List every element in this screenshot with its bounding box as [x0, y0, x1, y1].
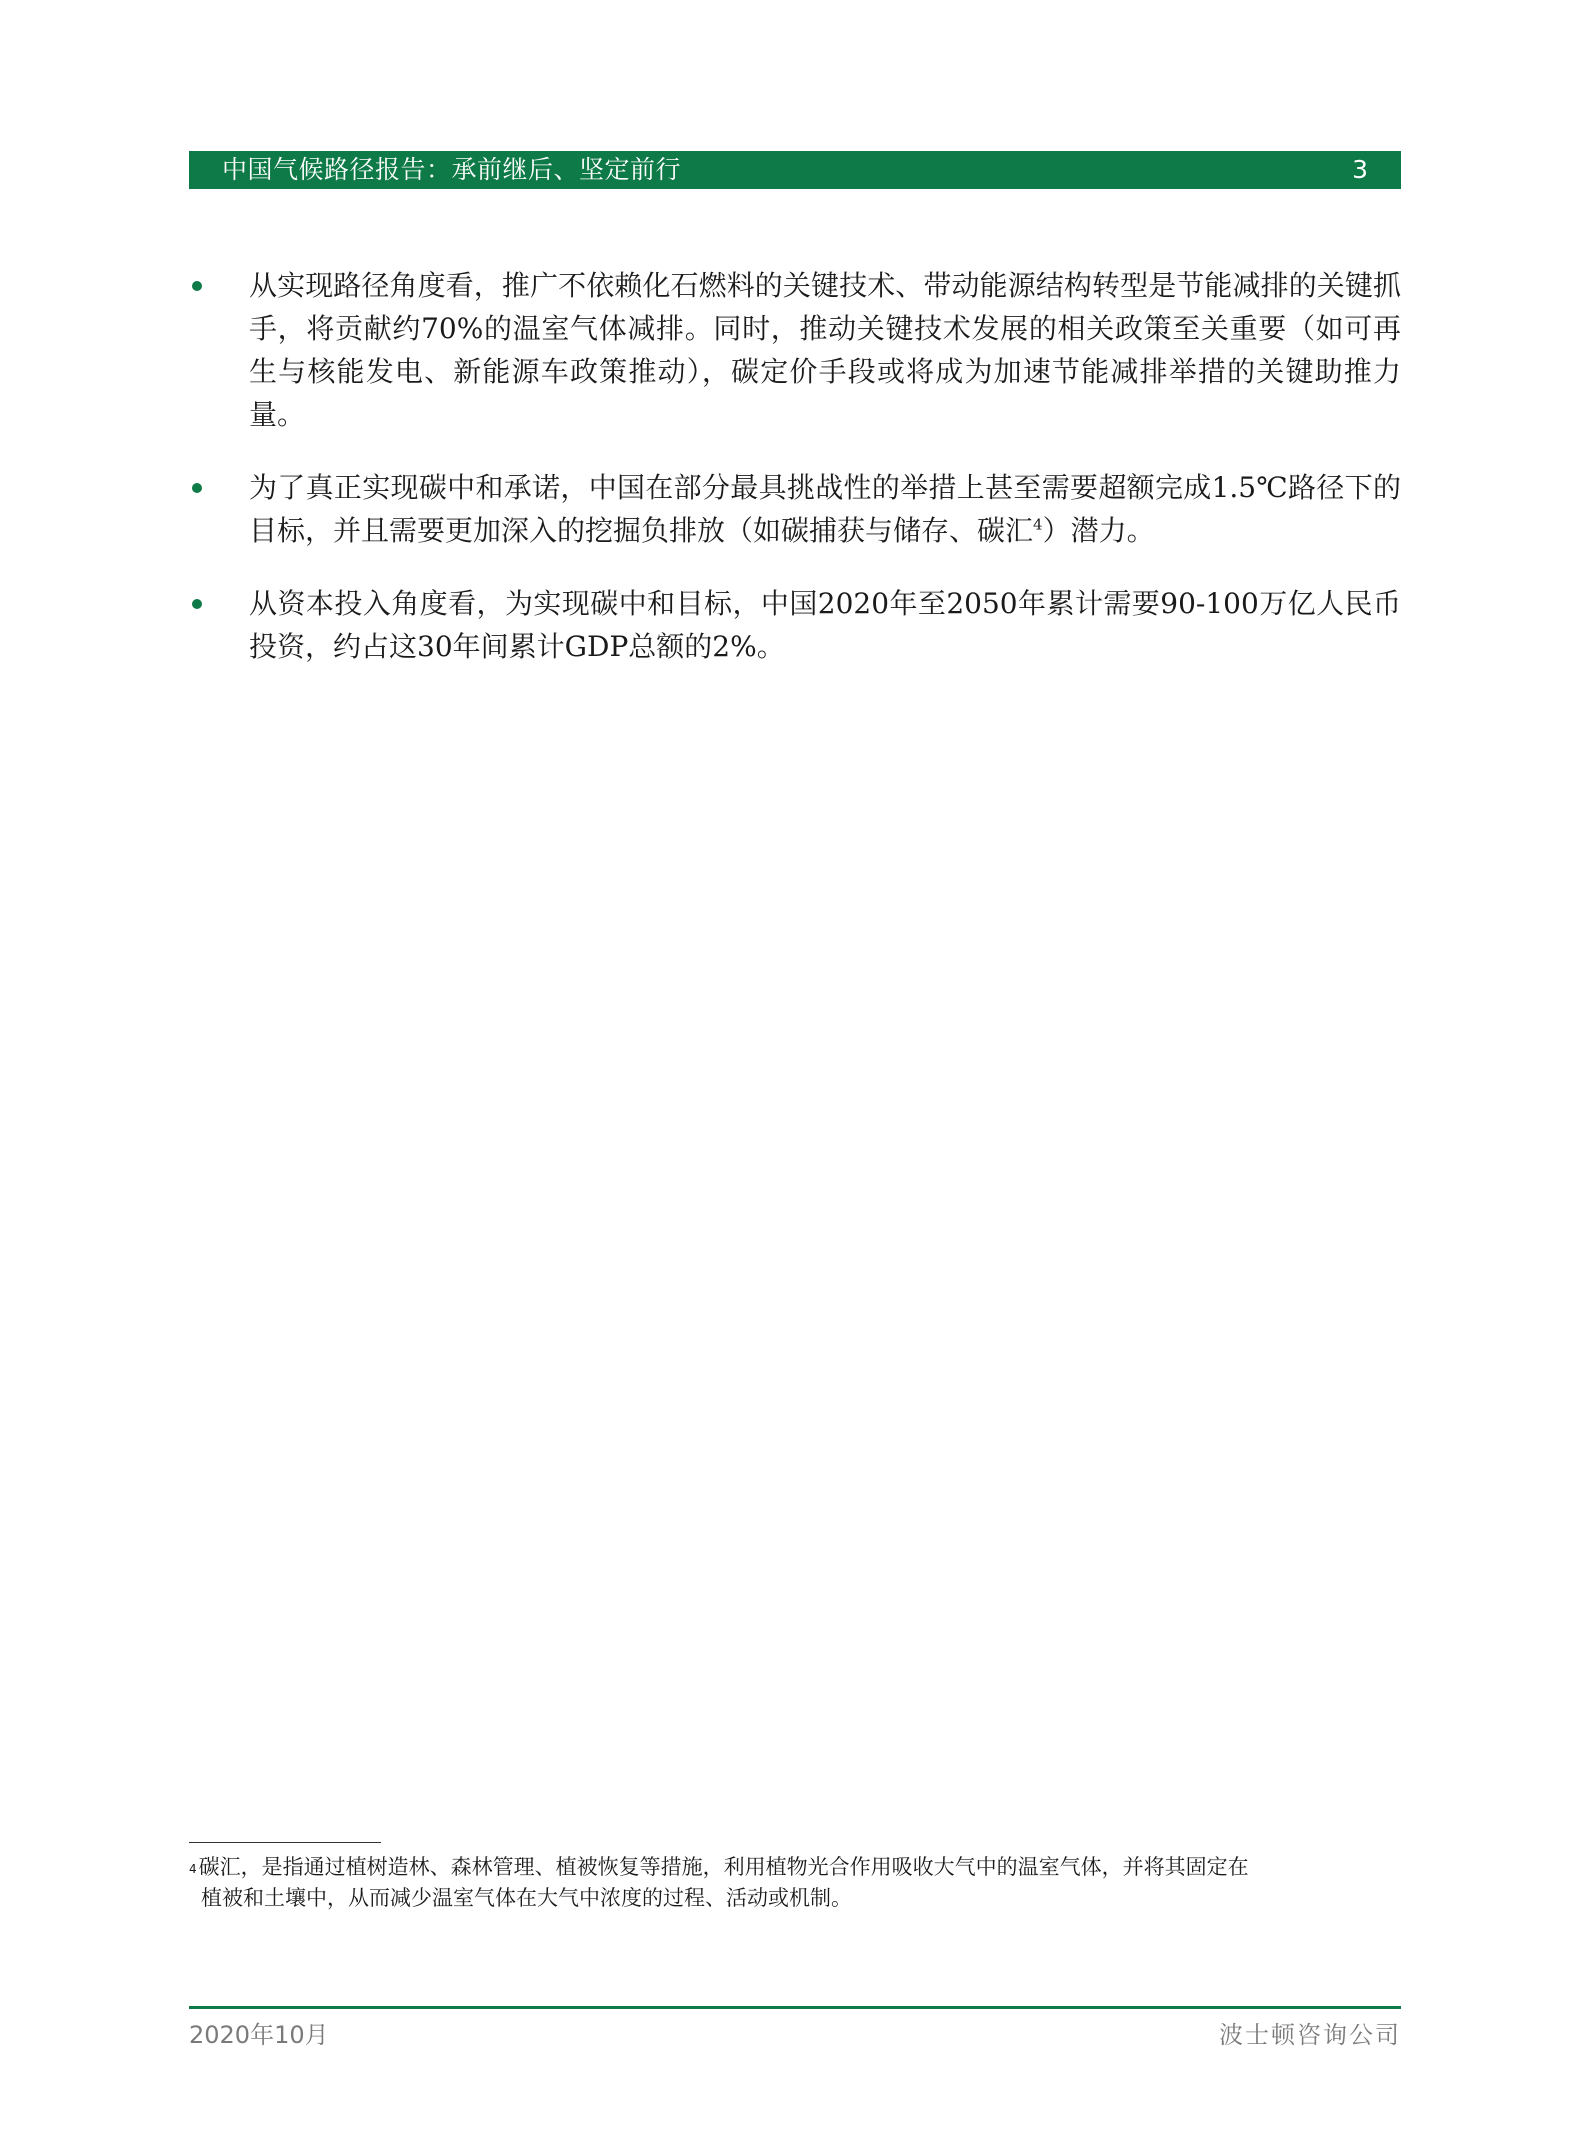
footnote-line-1: [189, 1852, 1401, 1883]
bullet-text: [249, 471, 1401, 547]
footnote: [189, 1852, 1401, 1914]
bullet-dot-icon: [192, 483, 202, 493]
bullet-text-after: ）潜力。: [1042, 514, 1155, 547]
bullet-list: [189, 264, 1401, 698]
footer-company: 波士顿咨询公司: [1219, 2021, 1401, 2049]
bullet-dot-icon: [192, 281, 202, 291]
bullet-item: [189, 582, 1401, 668]
page-number: 3: [1352, 155, 1368, 184]
footnote-text-1: 碳汇，是指通过植树造林、森林管理、植被恢复等措施，利用植物光合作用吸收大气中的温室气体，并将其固定在: [198, 1855, 1249, 1879]
bullet-text-before: 为了真正实现碳中和承诺，中国在部分最具挑战性的举措上甚至需要超额完成1.5℃路径下的目标，并且需要更加深入的挖掘负排放（如碳捕获与储存、碳汇: [249, 471, 1401, 547]
footnote-divider: [189, 1842, 381, 1843]
footer-date: 2020年10月: [189, 2021, 329, 2049]
bullet-dot-icon: [192, 599, 202, 609]
bullet-text: 从资本投入角度看，为实现碳中和目标，中国2020年至2050年累计需要90-100万亿人民币投资，约占这30年间累计GDP总额的2%。: [249, 587, 1401, 663]
bullet-item: [189, 466, 1401, 552]
bullet-item: [189, 264, 1401, 436]
footnote-line-2: 植被和土壤中，从而减少温室气体在大气中浓度的过程、活动或机制。: [201, 1886, 852, 1910]
report-title: 中国气候路径报告：承前继后、坚定前行: [222, 155, 682, 184]
footnote-reference: 4: [1033, 515, 1043, 534]
bullet-text: 从实现路径角度看，推广不依赖化石燃料的关键技术、带动能源结构转型是节能减排的关键抓手，将贡献约70%的温室气体减排。同时，推动关键技术发展的相关政策至关重要（如可再生与核能发电、新能源车政策推动），碳定价手段或将成为加速节能减排举措的关键助推力量。: [249, 269, 1401, 431]
header-bar: [189, 151, 1401, 189]
footnote-mark: 4: [189, 1862, 197, 1876]
footer-divider: [189, 2006, 1401, 2009]
